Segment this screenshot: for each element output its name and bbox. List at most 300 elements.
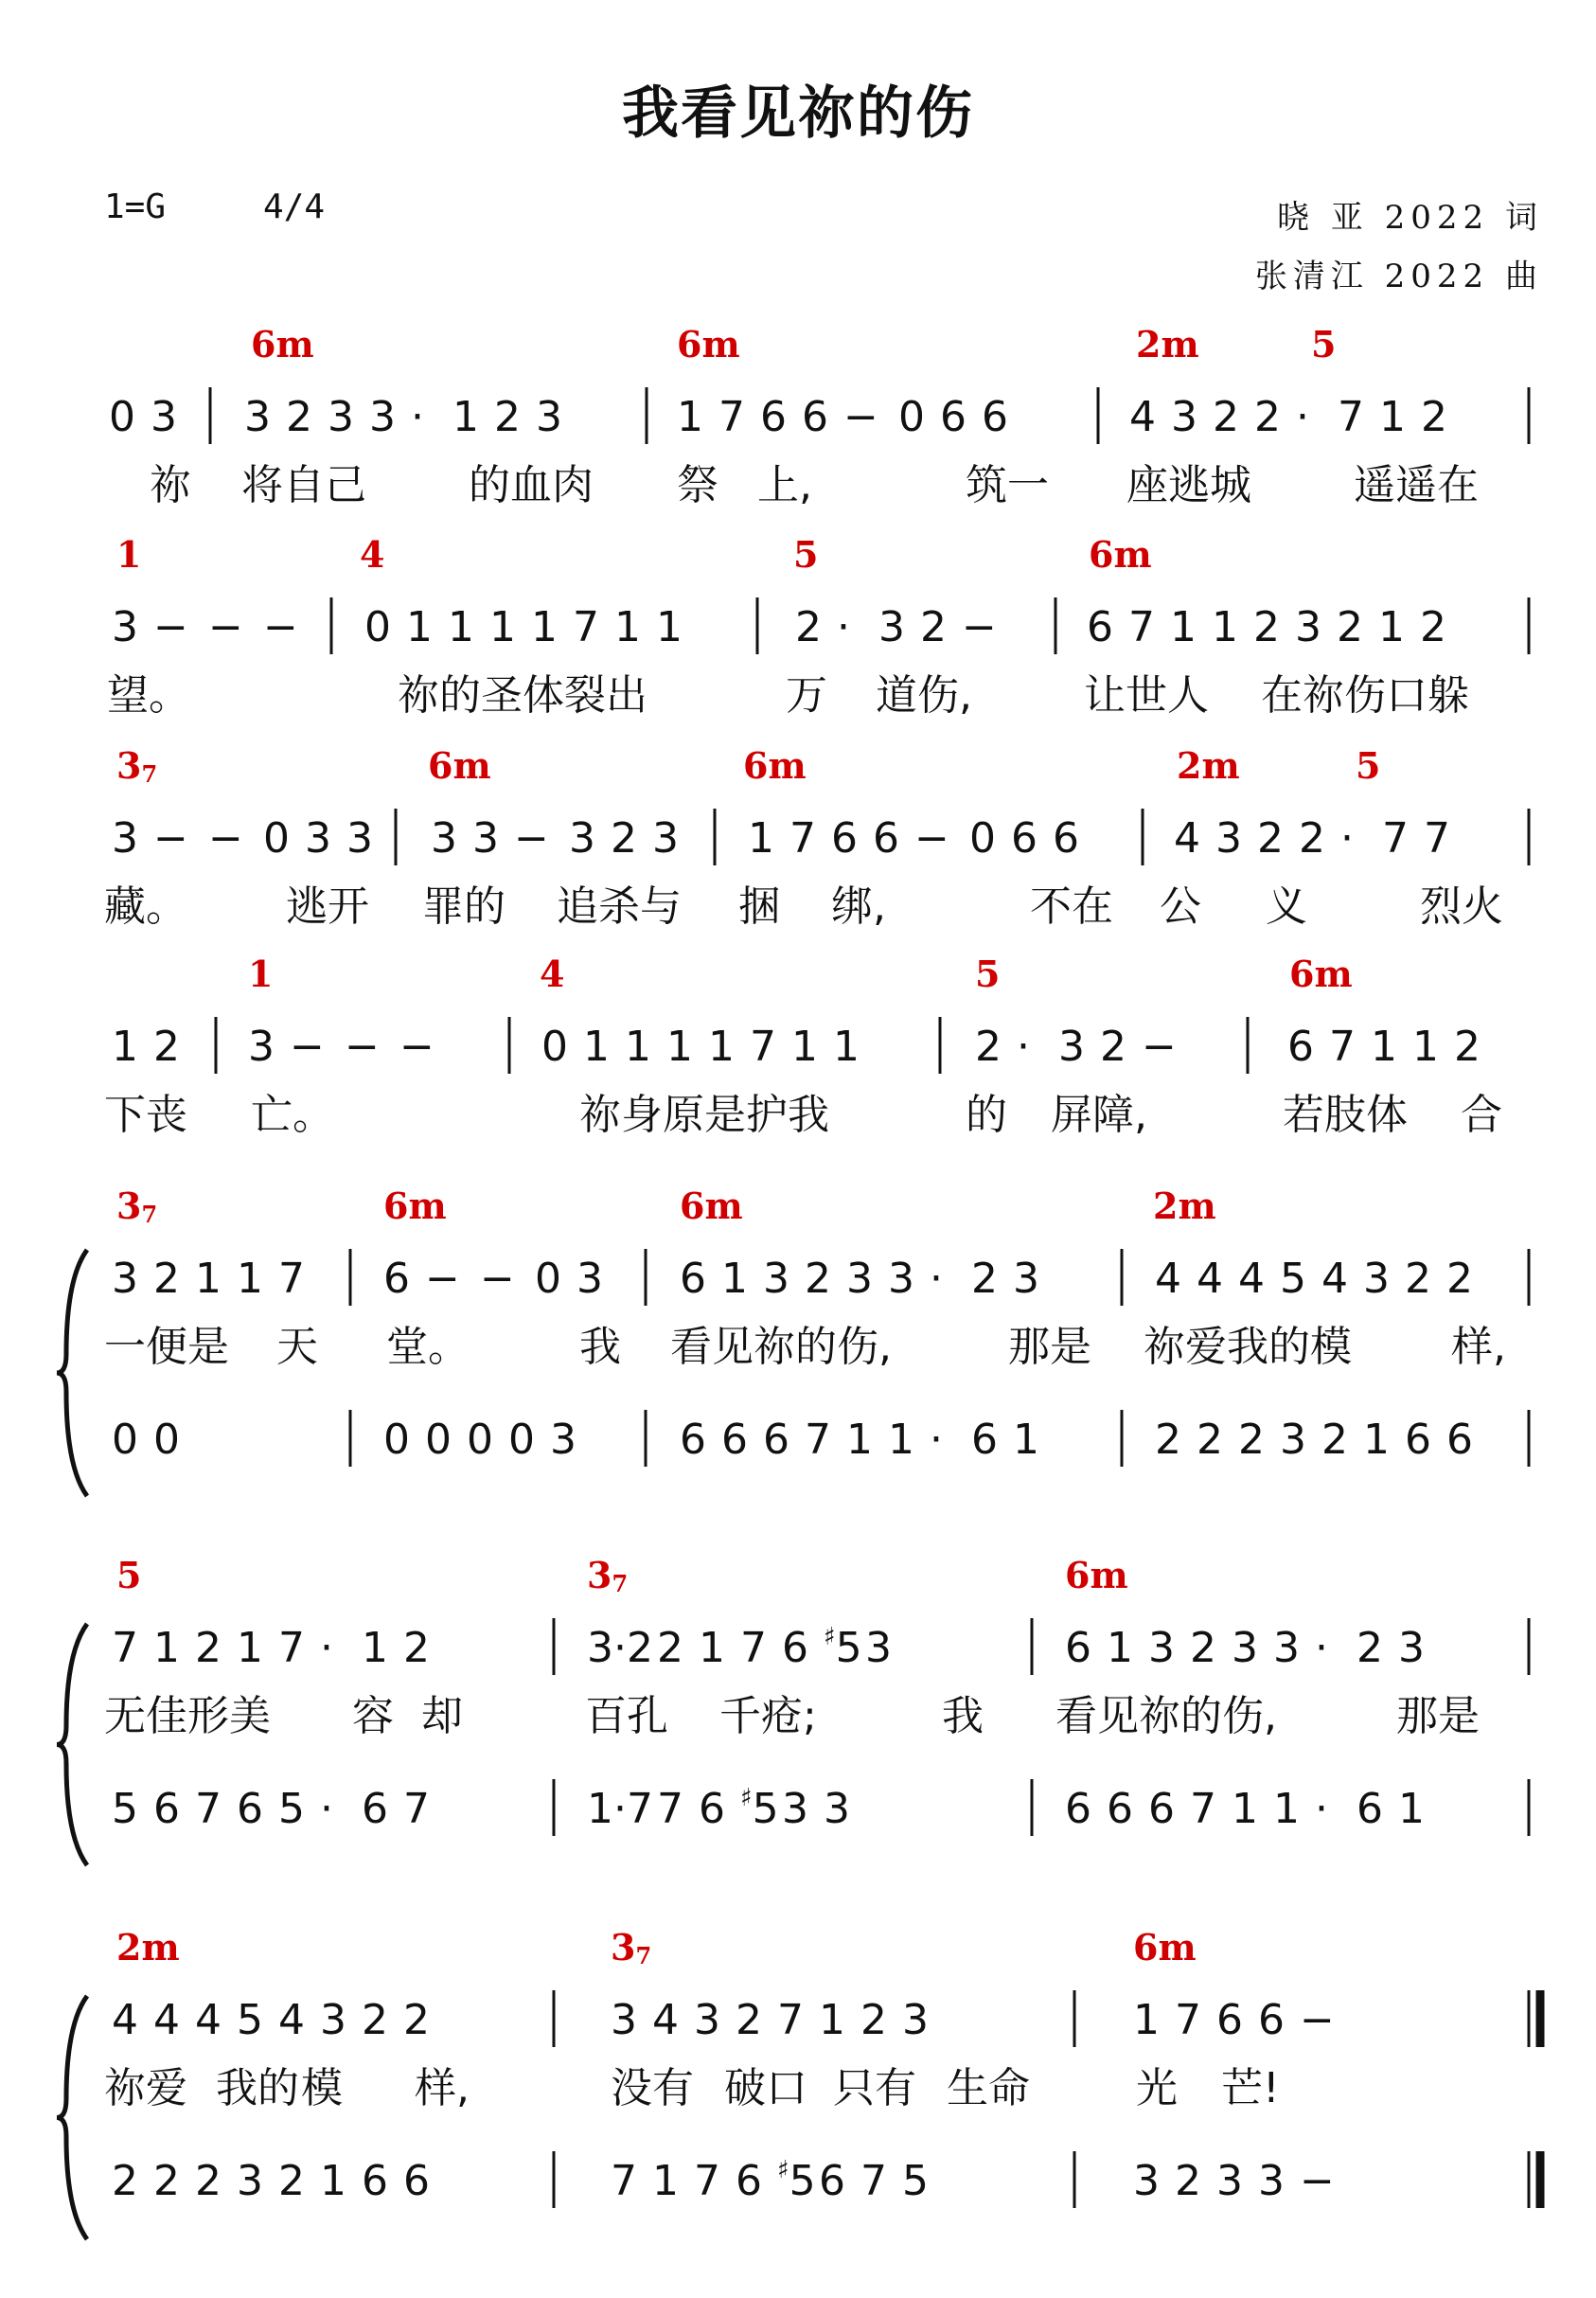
chord-symbol: 37	[116, 1185, 158, 1228]
melody-note: 1	[406, 603, 433, 651]
lyric-syllable: 破口	[724, 2064, 807, 2112]
melody-note: 1	[708, 1023, 735, 1071]
melody-note: −	[514, 814, 549, 863]
harmony-note: 3	[1216, 2157, 1243, 2205]
lyric-syllable: 只有	[833, 2064, 916, 2112]
melody-note: 6	[1258, 1996, 1285, 2044]
harmony-note: 3	[824, 1785, 850, 1833]
harmony-note: 3	[550, 1416, 576, 1464]
melody-note: 3	[846, 1255, 873, 1303]
lyric-syllable: 绑,	[831, 882, 886, 931]
melody-note: 3	[888, 1255, 914, 1303]
melody-note: 3	[611, 1996, 637, 2044]
melody-note: 3	[369, 393, 396, 441]
melody-note: ·	[837, 603, 850, 651]
lyric-syllable: 容	[352, 1692, 394, 1740]
chord-symbol: 6m	[1065, 1554, 1128, 1596]
harmony-note: 6	[1357, 1785, 1383, 1833]
melody-note: 3	[1171, 393, 1197, 441]
lyric-syllable: 让世人	[1084, 671, 1209, 720]
key-signature: 1=G	[104, 187, 167, 226]
lyric-syllable: 的	[966, 1091, 1007, 1139]
harmony-note: 6	[1446, 1416, 1473, 1464]
harmony-note: 6	[237, 1785, 263, 1833]
melody-note: −	[914, 814, 949, 863]
harmony-note: 7	[611, 2157, 637, 2205]
lyric-syllable: 座逃城	[1126, 461, 1251, 509]
melody-note: 1	[531, 603, 558, 651]
melody-note: −	[208, 603, 243, 651]
melody-note: −	[425, 1255, 460, 1303]
melody-note: 3	[1295, 603, 1321, 651]
melody-note: −	[399, 1023, 434, 1071]
harmony-note: 2	[195, 2157, 222, 2205]
melody-note: 7	[1329, 1023, 1356, 1071]
harmony-note: ♯5	[740, 1784, 779, 1833]
melody-note: 1	[237, 1255, 263, 1303]
time-signature: 4/4	[263, 187, 326, 226]
system-brace	[57, 1624, 87, 1865]
melody-note: 7	[1382, 814, 1409, 863]
melody-note: 7	[278, 1624, 305, 1672]
harmony-note: 6	[403, 2157, 430, 2205]
system-brace	[57, 1996, 87, 2239]
melody-note: 1	[1371, 1023, 1397, 1071]
melody-note: 1	[748, 814, 774, 863]
lyric-syllable: 那是	[1008, 1323, 1091, 1371]
melody-note: 6	[831, 814, 858, 863]
lyric-syllable: 若肢体	[1283, 1091, 1408, 1139]
melody-note: 2	[1257, 814, 1284, 863]
melody-note: 1	[112, 1023, 138, 1071]
melody-note: 3	[865, 1624, 892, 1672]
harmony-note: ·	[1315, 1785, 1328, 1833]
chord-symbol: 37	[587, 1554, 629, 1597]
melody-note: 1	[666, 1023, 693, 1071]
system-5	[57, 1185, 1529, 1496]
lyric-syllable: 生命	[947, 2064, 1030, 2112]
harmony-note: 1	[888, 1416, 914, 1464]
melody-note: 2	[1420, 603, 1446, 651]
melody-note: 3	[112, 603, 138, 651]
harmony-note: 0	[112, 1416, 138, 1464]
melody-note: 3	[902, 1996, 929, 2044]
melody-note: 1	[677, 393, 703, 441]
chord-symbol: 2m	[1153, 1185, 1216, 1227]
melody-note: 7	[1424, 814, 1450, 863]
harmony-note: 2	[278, 2157, 305, 2205]
melody-note: 7	[1175, 1996, 1201, 2044]
melody-note: 1	[833, 1023, 860, 1071]
harmony-note: ♯5	[777, 2156, 816, 2205]
melody-note: ·	[1340, 814, 1354, 863]
lyric-syllable: 公	[1160, 882, 1201, 931]
lyric-syllable: 一便是	[104, 1323, 229, 1371]
melody-note: 4	[1238, 1255, 1265, 1303]
harmony-note: 5	[112, 1785, 138, 1833]
melody-note: 2	[1253, 603, 1280, 651]
melody-note: 1	[362, 1624, 388, 1672]
lyric-syllable: 追杀与	[557, 882, 682, 931]
melody-note: 1	[791, 1023, 818, 1071]
melody-note: 2	[975, 1023, 1002, 1071]
harmony-note: 6	[680, 1416, 706, 1464]
lyric-syllable: 芒!	[1221, 2064, 1280, 2112]
melody-note: 2	[1337, 603, 1363, 651]
melody-note: 3	[112, 814, 138, 863]
melody-note: 7	[750, 1023, 776, 1071]
harmony-note: 3	[1280, 1416, 1306, 1464]
chord-symbol: 2m	[1177, 744, 1240, 787]
melody-note: 3	[1215, 814, 1242, 863]
melody-note: 3	[763, 1255, 789, 1303]
lyric-syllable: 我的	[216, 2064, 299, 2112]
harmony-note: 6	[1065, 1785, 1091, 1833]
melody-note: 1	[448, 603, 474, 651]
harmony-note: 3	[237, 2157, 263, 2205]
harmony-note: 2	[1197, 1416, 1223, 1464]
melody-note: 2	[971, 1255, 998, 1303]
melody-note: 7	[573, 603, 599, 651]
melody-note: 1	[1212, 603, 1238, 651]
harmony-note: ·	[930, 1416, 943, 1464]
chord-symbol: 6m	[743, 744, 807, 787]
melody-note: 0	[109, 393, 135, 441]
melody-note: 2	[805, 1255, 831, 1303]
lyric-syllable: 没有	[611, 2064, 694, 2112]
lyric-syllable: 样,	[415, 2064, 470, 2112]
lyric-syllable: 我	[579, 1323, 621, 1371]
melody-note: 6	[1011, 814, 1037, 863]
melody-note: 3	[536, 393, 562, 441]
chord-symbol: 6m	[428, 744, 491, 787]
melody-note: 1	[1170, 603, 1197, 651]
melody-note: 1	[1379, 393, 1406, 441]
melody-note: 3	[576, 1255, 603, 1303]
melody-note: 1	[583, 1023, 610, 1071]
melody-note: 2	[1454, 1023, 1481, 1071]
lyric-syllable: 亡。	[251, 1091, 334, 1139]
melody-note: 7	[1128, 603, 1155, 651]
harmony-note: 3	[782, 1785, 808, 1833]
melody-note: 3	[305, 814, 331, 863]
chord-symbol: 2m	[116, 1926, 180, 1968]
melody-note: 6	[1065, 1624, 1091, 1672]
melody-note: 2	[403, 1996, 430, 2044]
harmony-note: 6	[1107, 1785, 1133, 1833]
melody-note: 2	[1100, 1023, 1126, 1071]
harmony-note: 7	[195, 1785, 222, 1833]
melody-note: −	[962, 603, 997, 651]
lyric-syllable: 的血肉	[469, 461, 594, 509]
melody-note: 3	[472, 814, 499, 863]
harmony-note: 0	[508, 1416, 535, 1464]
chord-symbol: 4	[540, 953, 565, 995]
harmony-note: 2	[1175, 2157, 1201, 2205]
lyric-syllable: 看见祢的伤,	[1055, 1692, 1277, 1740]
melody-note: 1	[819, 1996, 845, 2044]
chord-symbol: 5	[1311, 323, 1337, 365]
melody-note: −	[843, 393, 878, 441]
melody-note: 6	[873, 814, 899, 863]
melody-note: 1	[237, 1624, 263, 1672]
melody-note: 4	[1129, 393, 1156, 441]
harmony-note: 6	[736, 2157, 762, 2205]
melody-note: −	[480, 1255, 515, 1303]
harmony-note: −	[1300, 2157, 1335, 2205]
melody-note: 3	[1398, 1624, 1425, 1672]
melody-note: 2	[1299, 814, 1325, 863]
melody-note: 6	[680, 1255, 706, 1303]
melody-note: 1	[452, 393, 479, 441]
melody-note: 4	[195, 1996, 222, 2044]
harmony-note: 2	[1321, 1416, 1348, 1464]
melody-note: 5	[237, 1996, 263, 2044]
melody-note: 4	[1174, 814, 1200, 863]
melody-note: 0	[364, 603, 391, 651]
harmony-note: ·	[320, 1785, 333, 1833]
lyric-syllable: 下丧	[104, 1091, 187, 1139]
harmony-note: 0	[383, 1416, 410, 1464]
melody-note: 6	[1053, 814, 1079, 863]
lyric-syllable: 祢爱	[104, 2064, 187, 2112]
harmony-note: 2	[1238, 1416, 1265, 1464]
melody-note: 2	[403, 1624, 430, 1672]
lyric-syllable: 光	[1136, 2064, 1178, 2112]
chord-symbol: 6m	[1089, 533, 1152, 576]
melody-note: 3	[1232, 1624, 1258, 1672]
melody-note: 3	[244, 393, 271, 441]
chord-symbol: 6m	[1289, 953, 1353, 995]
melody-note: 5	[1280, 1255, 1306, 1303]
melody-note: 0	[263, 814, 290, 863]
melody-note: 7	[278, 1255, 305, 1303]
melody-note: 6	[1287, 1023, 1314, 1071]
harmony-note: 0	[153, 1416, 180, 1464]
melody-note: 7	[718, 393, 745, 441]
melody-note: 1	[1107, 1624, 1133, 1672]
melody-note: 1	[1133, 1996, 1160, 2044]
lyric-syllable: 罪的	[422, 882, 505, 931]
chord-symbol: 37	[611, 1926, 652, 1969]
melody-note: 2	[362, 1996, 388, 2044]
melody-note: ·	[1017, 1023, 1030, 1071]
melody-note: 3	[569, 814, 595, 863]
harmony-note: 6	[699, 1785, 725, 1833]
harmony-note: 6	[819, 2157, 845, 2205]
lyric-syllable: 祢爱我的模	[1144, 1323, 1352, 1371]
system-brace	[57, 1250, 87, 1496]
lyric-syllable: 屏障,	[1051, 1091, 1147, 1139]
lyric-syllable: 无佳形美	[104, 1692, 271, 1740]
melody-note: 2	[920, 603, 947, 651]
lyric-syllable: 却	[421, 1692, 463, 1740]
melody-note: ·	[411, 393, 424, 441]
harmony-note: 2	[153, 2157, 180, 2205]
melody-note: 7	[112, 1624, 138, 1672]
lyric-syllable: 天	[276, 1323, 318, 1371]
melody-note: ♯5	[824, 1623, 862, 1672]
lyric-syllable: 合	[1461, 1091, 1502, 1139]
harmony-note: 6	[362, 1785, 388, 1833]
harmony-note: 1	[1232, 1785, 1258, 1833]
harmony-note: 2	[1155, 1416, 1181, 1464]
harmony-note: 7	[1190, 1785, 1216, 1833]
harmony-note: 6	[362, 2157, 388, 2205]
lyric-syllable: 祢身原是护我	[579, 1091, 829, 1139]
melody-note: 3·2	[587, 1624, 653, 1672]
melody-note: 3	[328, 393, 354, 441]
melody-note: 2	[195, 1624, 222, 1672]
harmony-note: 1·7	[587, 1785, 653, 1833]
melody-note: 0	[541, 1023, 568, 1071]
melody-note: 2	[1254, 393, 1281, 441]
harmony-note: 1	[320, 2157, 346, 2205]
melody-note: −	[290, 1023, 325, 1071]
melody-note: 2	[1213, 393, 1239, 441]
lyric-syllable: 万	[786, 671, 827, 720]
lyric-syllable: 那是	[1396, 1692, 1480, 1740]
melody-note: 1	[1378, 603, 1405, 651]
harmony-note: 1	[1273, 1785, 1300, 1833]
lyric-syllable: 逃开	[286, 882, 369, 931]
lyric-syllable: 道伤,	[876, 671, 972, 720]
melody-note: 2	[153, 1255, 180, 1303]
melody-note: 3	[248, 1023, 275, 1071]
harmony-note: 0	[467, 1416, 493, 1464]
harmony-note: 0	[425, 1416, 452, 1464]
melody-note: 3	[1013, 1255, 1039, 1303]
harmony-note: 2	[112, 2157, 138, 2205]
melody-note: 7	[777, 1996, 804, 2044]
chord-symbol: 1	[116, 533, 142, 576]
melody-note: 2	[1421, 393, 1447, 441]
chord-symbol: 5	[116, 1554, 142, 1596]
composer-credit: 张清江 2022 曲	[1254, 258, 1543, 295]
chord-symbol: 5	[975, 953, 1001, 995]
system-1	[150, 323, 1529, 509]
lyric-syllable: 捆	[738, 882, 780, 931]
harmony-note: 1	[1363, 1416, 1390, 1464]
lyric-syllable: 看见祢的伤,	[670, 1323, 892, 1371]
harmony-note: 1	[846, 1416, 873, 1464]
harmony-note: 3	[1258, 2157, 1285, 2205]
lyric-syllable: 千疮;	[719, 1692, 817, 1740]
melody-note: 6	[1087, 603, 1113, 651]
harmony-note: 3	[1133, 2157, 1160, 2205]
melody-note: 2	[736, 1996, 762, 2044]
melody-note: 0	[969, 814, 996, 863]
lyric-syllable: 在祢伤口躲	[1261, 671, 1469, 720]
chord-symbol: 6m	[677, 323, 740, 365]
melody-note: 3	[112, 1255, 138, 1303]
melody-note: 1	[614, 603, 641, 651]
melody-note: 3	[878, 603, 905, 651]
harmony-note: 7	[657, 1785, 683, 1833]
melody-note: 1	[1412, 1023, 1439, 1071]
melody-note: 7	[1338, 393, 1364, 441]
harmony-note: 1	[652, 2157, 679, 2205]
lyric-syllable: 藏。	[104, 882, 187, 931]
melody-note: ·	[1296, 393, 1309, 441]
lyric-syllable: 样,	[1451, 1323, 1506, 1371]
melody-note: ·	[930, 1255, 943, 1303]
melody-note: 4	[278, 1996, 305, 2044]
melody-note: 2	[657, 1624, 683, 1672]
melody-note: −	[345, 1023, 380, 1071]
harmony-note: 1	[1398, 1785, 1425, 1833]
melody-note: 6	[802, 393, 828, 441]
melody-note: 2	[1405, 1255, 1431, 1303]
melody-note: 4	[652, 1996, 679, 2044]
harmony-note: 7	[403, 1785, 430, 1833]
chord-symbol: 6m	[251, 323, 314, 365]
lyricist-credit: 晓 亚 2022 词	[1277, 199, 1543, 237]
melody-note: 3	[1363, 1255, 1390, 1303]
melody-note: 4	[1155, 1255, 1181, 1303]
melody-note: 4	[112, 1996, 138, 2044]
melody-note: ·	[320, 1624, 333, 1672]
melody-note: 3	[1148, 1624, 1175, 1672]
melody-note: 6	[1216, 1996, 1243, 2044]
harmony-note: 7	[805, 1416, 831, 1464]
lyric-syllable: 祭	[677, 461, 718, 509]
melody-note: 0	[898, 393, 925, 441]
melody-note: 2	[1446, 1255, 1473, 1303]
lyric-syllable: 我	[942, 1692, 984, 1740]
melody-note: 2	[286, 393, 312, 441]
melody-note: 4	[1197, 1255, 1223, 1303]
melody-note: −	[1142, 1023, 1177, 1071]
melody-note: 1	[195, 1255, 222, 1303]
chord-symbol: 1	[248, 953, 274, 995]
lyric-syllable: 祢	[150, 461, 191, 509]
melody-note: 2	[494, 393, 521, 441]
chord-symbol: 5	[1356, 744, 1381, 787]
melody-note: 3	[431, 814, 457, 863]
lyric-syllable: 堂。	[386, 1323, 470, 1371]
lyric-syllable: 望。	[107, 671, 190, 720]
harmony-note: 1	[1013, 1416, 1039, 1464]
harmony-note: 6	[721, 1416, 748, 1464]
melody-note: 1	[625, 1023, 651, 1071]
melody-note: 6	[760, 393, 787, 441]
melody-note: 2	[153, 1023, 180, 1071]
melody-note: −	[208, 814, 243, 863]
melody-note: 6	[982, 393, 1008, 441]
lyric-syllable: 遥遥在	[1354, 461, 1479, 509]
melody-note: 2	[1357, 1624, 1383, 1672]
lyric-syllable: 烈火	[1420, 882, 1503, 931]
lyric-syllable: 不在	[1030, 882, 1113, 931]
harmony-note: 7	[860, 2157, 887, 2205]
melody-note: 6	[940, 393, 966, 441]
melody-note: 2	[860, 1996, 887, 2044]
melody-note: 1	[699, 1624, 725, 1672]
chord-symbol: 2m	[1136, 323, 1199, 365]
harmony-note: 6	[1405, 1416, 1431, 1464]
melody-note: 2	[1190, 1624, 1216, 1672]
melody-note: 6	[782, 1624, 808, 1672]
lyric-syllable: 上,	[757, 461, 812, 509]
melody-note: 4	[1321, 1255, 1348, 1303]
chord-symbol: 37	[116, 744, 158, 788]
harmony-note: 5	[278, 1785, 305, 1833]
harmony-note: 6	[1148, 1785, 1175, 1833]
melody-note: −	[1300, 1996, 1335, 2044]
melody-note: 1	[656, 603, 683, 651]
harmony-note: 6	[153, 1785, 180, 1833]
